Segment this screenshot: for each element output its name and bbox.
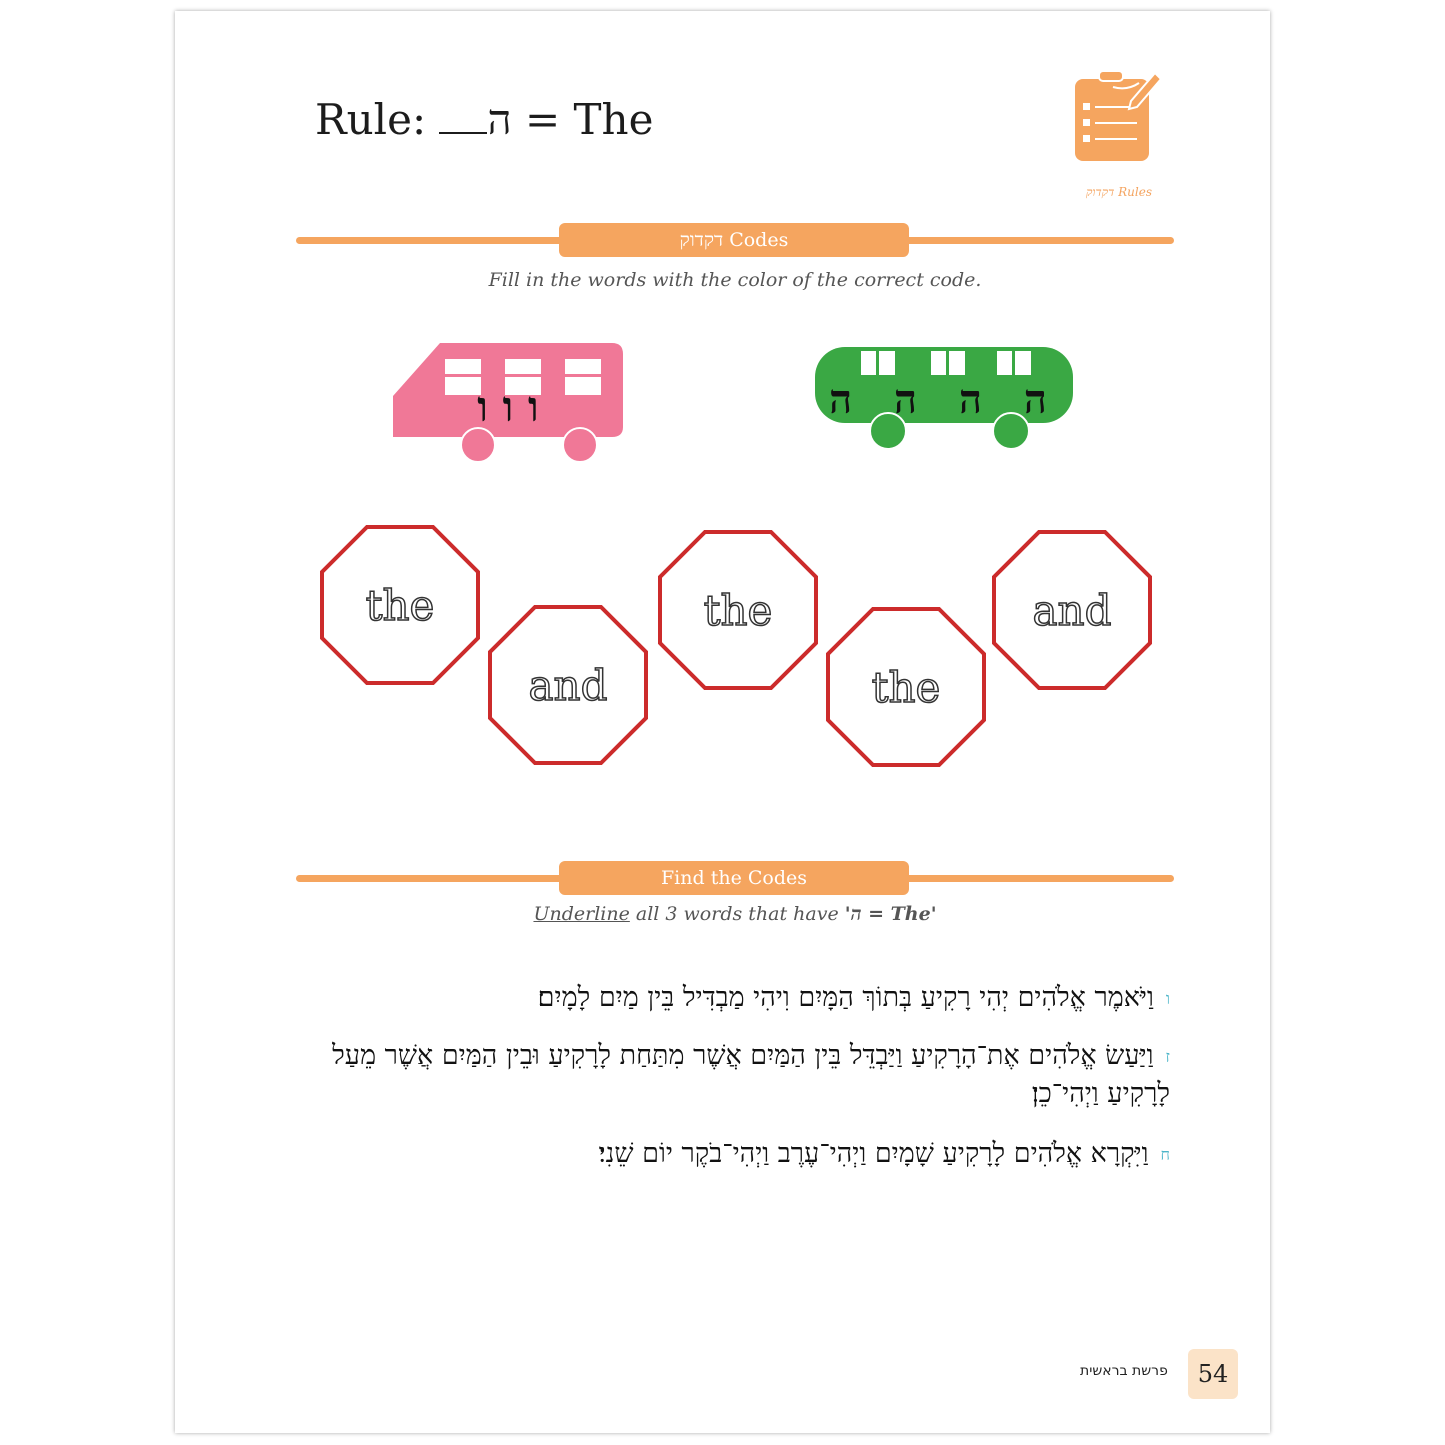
- verse: [310, 979, 1170, 1017]
- instruction-mid: all 3 words that have: [629, 903, 845, 925]
- section-header-hebrew: דקדוק: [679, 229, 724, 251]
- verse: [310, 1037, 1170, 1112]
- codes-instruction: Fill in the words with the color of the correct code.: [488, 269, 982, 291]
- verse-number: ח: [1160, 1145, 1170, 1164]
- badge-label-hebrew: דקדוק: [1085, 185, 1115, 199]
- rule-suffix: = The: [511, 95, 654, 144]
- instruction-code: 'ה = The': [844, 903, 937, 925]
- instruction-underline-word: Underline: [533, 903, 630, 925]
- verse-text: וַיִּקְרָא אֱלֹהִים לָרָקִיעַ שָׁמָיִם וַיְהִי־עֶרֶב וַיְהִי־בֹקֶר יוֹם שֵׁנִי׃: [598, 1138, 1149, 1169]
- section-header-title: Find the Codes: [661, 867, 807, 889]
- stop-sign-word: the: [871, 663, 941, 712]
- page-title: [315, 95, 653, 145]
- badge-label: [1073, 185, 1165, 200]
- verse-number: ו: [1165, 989, 1170, 1008]
- verse-text: וַיֹּאמֶר אֱלֹהִים יְהִי רָקִיעַ בְּתוֹךְ הַמָּיִם וִיהִי מַבְדִּיל בֵּין מַיִם לָמָיִם׃: [537, 982, 1154, 1013]
- rule-letter: ה: [487, 95, 512, 144]
- green-bus-letters: ה ה ה ה: [829, 376, 1061, 423]
- rule-blank: [439, 102, 487, 134]
- stop-sign-word: the: [703, 586, 773, 635]
- clipboard-icon: [1073, 67, 1165, 177]
- pink-bus: [390, 341, 630, 471]
- stop-sign-word: the: [365, 581, 435, 630]
- green-bus: [813, 345, 1079, 465]
- verse-number: ז: [1165, 1047, 1170, 1066]
- stop-sign: [992, 530, 1152, 690]
- pink-bus-letters: ו ו ו: [477, 382, 539, 431]
- stop-sign: [826, 607, 986, 767]
- stop-sign-word: and: [528, 661, 608, 710]
- stop-sign-word: and: [1032, 586, 1112, 635]
- parsha-name: פרשת בראשית: [1080, 1363, 1168, 1379]
- rule-prefix: Rule:: [315, 95, 440, 144]
- section-header-codes: [559, 223, 909, 257]
- stop-sign: [320, 525, 480, 685]
- verse: [310, 1135, 1170, 1173]
- verse-text: וַיַּעַשׂ אֱלֹהִים אֶת־הָרָקִיעַ וַיַּבְדֵּל בֵּין הַמַּיִם אֲשֶׁר מִתַּחַת לָרָקִיעַ וּבֵין הַמַּיִם אֲשֶׁר מֵעַל לָרָקִיעַ וַיְהִי־כֵן׃: [332, 1040, 1170, 1109]
- section-header-find: [559, 861, 909, 895]
- badge-label-english: Rules: [1118, 185, 1152, 199]
- stop-sign: [488, 605, 648, 765]
- stop-sign: [658, 530, 818, 690]
- page-number: 54: [1188, 1349, 1238, 1399]
- rules-badge: [1073, 67, 1165, 207]
- find-instruction: [296, 903, 1174, 926]
- section-header-title: Codes: [729, 229, 789, 251]
- workbook-page: [175, 11, 1270, 1433]
